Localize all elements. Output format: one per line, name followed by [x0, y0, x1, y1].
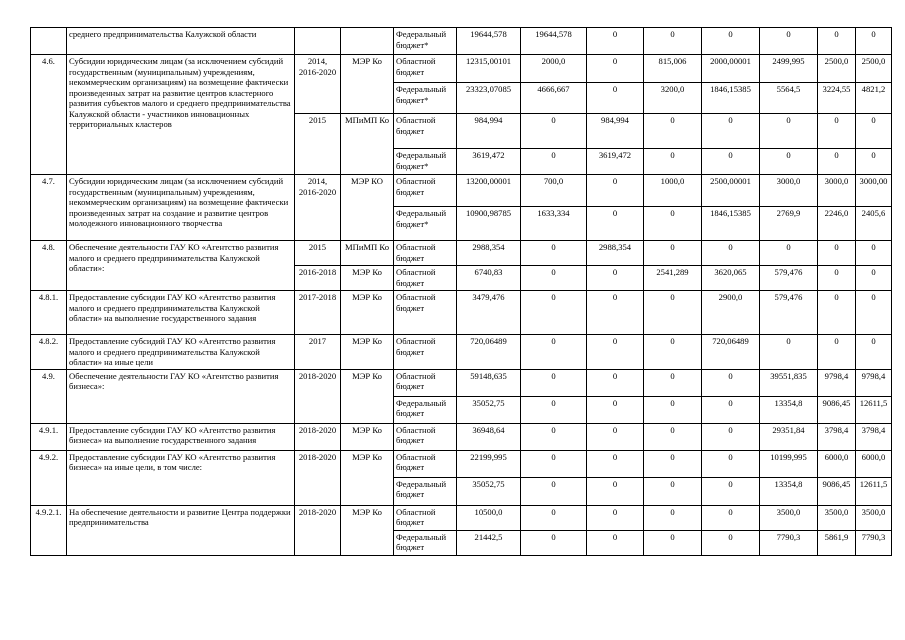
funding-source: Федеральный бюджет* [394, 28, 457, 55]
year-amount: 0 [587, 505, 644, 530]
executor: МПиМП Ко [341, 114, 394, 175]
year-amount: 0 [587, 477, 644, 505]
year-amount: 0 [702, 241, 760, 266]
year-amount: 700,0 [521, 175, 587, 207]
table-row [31, 55, 892, 83]
row-description: Предоставление субсидий ГАУ КО «Агентство развития малого и среднего предпринимательства Калужской области» на иные цели [67, 335, 295, 370]
executor: МЭР КО [341, 175, 394, 241]
year-amount: 0 [856, 28, 892, 55]
implementation-years: 2014, 2016-2020 [295, 55, 341, 114]
total-amount: 720,06489 [457, 335, 521, 370]
row-number: 4.8.2. [31, 335, 67, 370]
year-amount: 0 [587, 266, 644, 291]
executor: МЭР Ко [341, 266, 394, 291]
total-amount: 36948,64 [457, 423, 521, 450]
year-amount: 0 [521, 241, 587, 266]
year-amount: 0 [644, 149, 702, 175]
year-amount: 12611,5 [856, 477, 892, 505]
total-amount: 19644,578 [457, 28, 521, 55]
table-row [31, 291, 892, 335]
row-description: Субсидии юридическим лицам (за исключением субсидий государственным (муниципальным) учреждениям, некоммерческим организациям) на возмещение фактически произведенных затрат на развитие центров кластерного развития субъектов малого и среднего предпринимательства Калужской области - участников инновационных территориальных кластеров [67, 55, 295, 175]
year-amount: 12611,5 [856, 396, 892, 423]
row-number: 4.6. [31, 55, 67, 175]
executor: МЭР Ко [341, 291, 394, 335]
year-amount: 0 [521, 505, 587, 530]
year-amount: 0 [521, 369, 587, 396]
year-amount: 0 [644, 396, 702, 423]
year-amount: 0 [521, 291, 587, 335]
total-amount: 23323,07085 [457, 83, 521, 114]
year-amount: 0 [856, 241, 892, 266]
year-amount: 6000,0 [856, 450, 892, 477]
year-amount: 984,994 [587, 114, 644, 149]
year-amount: 3798,4 [818, 423, 856, 450]
executor [341, 28, 394, 55]
year-amount: 0 [760, 335, 818, 370]
year-amount: 815,006 [644, 55, 702, 83]
year-amount: 0 [587, 207, 644, 241]
executor: МЭР Ко [341, 505, 394, 555]
total-amount: 13200,00001 [457, 175, 521, 207]
implementation-years: 2018-2020 [295, 369, 341, 423]
implementation-years: 2017 [295, 335, 341, 370]
implementation-years [295, 28, 341, 55]
implementation-years: 2018-2020 [295, 505, 341, 555]
row-description: Предоставление субсидии ГАУ КО «Агентство развития бизнеса» на иные цели, в том числе: [67, 450, 295, 505]
table-row [31, 28, 892, 55]
year-amount: 0 [587, 369, 644, 396]
total-amount: 35052,75 [457, 396, 521, 423]
year-amount: 1633,334 [521, 207, 587, 241]
total-amount: 984,994 [457, 114, 521, 149]
funding-source: Областной бюджет [394, 423, 457, 450]
total-amount: 3479,476 [457, 291, 521, 335]
year-amount: 9798,4 [856, 369, 892, 396]
year-amount: 2499,995 [760, 55, 818, 83]
year-amount: 0 [644, 291, 702, 335]
funding-source: Федеральный бюджет* [394, 207, 457, 241]
year-amount: 0 [818, 335, 856, 370]
year-amount: 0 [587, 55, 644, 83]
year-amount: 0 [856, 266, 892, 291]
year-amount: 0 [587, 335, 644, 370]
row-description: Предоставление субсидии ГАУ КО «Агентство развития бизнеса» на выполнение государственного задания [67, 423, 295, 450]
row-number [31, 28, 67, 55]
row-description: Обеспечение деятельности ГАУ КО «Агентство развития малого и среднего предпринимательства Калужской области»: [67, 241, 295, 291]
implementation-years: 2018-2020 [295, 423, 341, 450]
year-amount: 720,06489 [702, 335, 760, 370]
row-description: Обеспечение деятельности ГАУ КО «Агентство развития бизнеса»: [67, 369, 295, 423]
year-amount: 13354,8 [760, 396, 818, 423]
implementation-years: 2016-2018 [295, 266, 341, 291]
year-amount: 0 [587, 83, 644, 114]
total-amount: 6740,83 [457, 266, 521, 291]
table-row [31, 335, 892, 370]
year-amount: 0 [818, 241, 856, 266]
year-amount: 0 [760, 28, 818, 55]
year-amount: 579,476 [760, 291, 818, 335]
year-amount: 0 [760, 114, 818, 149]
year-amount: 2769,9 [760, 207, 818, 241]
total-amount: 3619,472 [457, 149, 521, 175]
year-amount: 9086,45 [818, 477, 856, 505]
funding-source: Областной бюджет [394, 291, 457, 335]
year-amount: 3500,0 [760, 505, 818, 530]
total-amount: 59148,635 [457, 369, 521, 396]
year-amount: 0 [644, 477, 702, 505]
row-description: среднего предпринимательства Калужской области [67, 28, 295, 55]
executor: МЭР Ко [341, 369, 394, 423]
year-amount: 0 [818, 114, 856, 149]
row-number: 4.8.1. [31, 291, 67, 335]
table-row [31, 369, 892, 396]
year-amount: 0 [818, 266, 856, 291]
funding-source: Областной бюджет [394, 505, 457, 530]
row-number: 4.9. [31, 369, 67, 423]
year-amount: 5564,5 [760, 83, 818, 114]
funding-source: Областной бюджет [394, 450, 457, 477]
table-row [31, 175, 892, 207]
year-amount: 2500,0 [818, 55, 856, 83]
year-amount: 2541,289 [644, 266, 702, 291]
year-amount: 0 [856, 291, 892, 335]
implementation-years: 2014, 2016-2020 [295, 175, 341, 241]
implementation-years: 2018-2020 [295, 450, 341, 505]
year-amount: 0 [521, 335, 587, 370]
executor: МЭР Ко [341, 450, 394, 505]
total-amount: 10500,0 [457, 505, 521, 530]
year-amount: 4821,2 [856, 83, 892, 114]
year-amount: 0 [521, 423, 587, 450]
budget-table [30, 27, 892, 556]
implementation-years: 2017-2018 [295, 291, 341, 335]
year-amount: 0 [644, 423, 702, 450]
year-amount: 0 [702, 505, 760, 530]
year-amount: 0 [587, 450, 644, 477]
year-amount: 0 [702, 423, 760, 450]
year-amount: 3500,0 [818, 505, 856, 530]
row-number: 4.7. [31, 175, 67, 241]
year-amount: 0 [702, 28, 760, 55]
year-amount: 0 [856, 335, 892, 370]
executor: МЭР Ко [341, 335, 394, 370]
funding-source: Федеральный бюджет* [394, 149, 457, 175]
year-amount: 579,476 [760, 266, 818, 291]
implementation-years: 2015 [295, 241, 341, 266]
document-page [30, 27, 892, 556]
year-amount: 0 [702, 369, 760, 396]
funding-source: Областной бюджет [394, 369, 457, 396]
year-amount: 0 [760, 149, 818, 175]
year-amount: 9086,45 [818, 396, 856, 423]
table-row [31, 450, 892, 477]
implementation-years: 2015 [295, 114, 341, 175]
total-amount: 35052,75 [457, 477, 521, 505]
year-amount: 0 [644, 114, 702, 149]
funding-source: Федеральный бюджет* [394, 83, 457, 114]
year-amount: 0 [644, 28, 702, 55]
year-amount: 0 [644, 530, 702, 555]
year-amount: 3619,472 [587, 149, 644, 175]
total-amount: 22199,995 [457, 450, 521, 477]
table-row [31, 241, 892, 266]
year-amount: 0 [587, 423, 644, 450]
table-row [31, 505, 892, 530]
funding-source: Областной бюджет [394, 335, 457, 370]
total-amount: 12315,00101 [457, 55, 521, 83]
year-amount: 0 [702, 450, 760, 477]
year-amount: 0 [587, 175, 644, 207]
year-amount: 0 [521, 266, 587, 291]
year-amount: 0 [818, 291, 856, 335]
funding-source: Областной бюджет [394, 241, 457, 266]
total-amount: 10900,98785 [457, 207, 521, 241]
year-amount: 5861,9 [818, 530, 856, 555]
funding-source: Областной бюджет [394, 175, 457, 207]
year-amount: 39551,835 [760, 369, 818, 396]
year-amount: 6000,0 [818, 450, 856, 477]
year-amount: 0 [644, 505, 702, 530]
year-amount: 0 [702, 114, 760, 149]
year-amount: 3224,55 [818, 83, 856, 114]
year-amount: 1846,15385 [702, 83, 760, 114]
executor: МЭР Ко [341, 423, 394, 450]
row-number: 4.8. [31, 241, 67, 291]
year-amount: 0 [702, 477, 760, 505]
row-number: 4.9.2. [31, 450, 67, 505]
year-amount: 0 [644, 369, 702, 396]
year-amount: 2246,0 [818, 207, 856, 241]
funding-source: Областной бюджет [394, 55, 457, 83]
year-amount: 0 [521, 477, 587, 505]
funding-source: Областной бюджет [394, 266, 457, 291]
year-amount: 0 [644, 207, 702, 241]
year-amount: 0 [521, 450, 587, 477]
year-amount: 7790,3 [760, 530, 818, 555]
year-amount: 3200,0 [644, 83, 702, 114]
year-amount: 3000,00 [856, 175, 892, 207]
funding-source: Федеральный бюджет [394, 530, 457, 555]
year-amount: 0 [587, 396, 644, 423]
year-amount: 0 [521, 396, 587, 423]
executor: МЭР Ко [341, 55, 394, 114]
year-amount: 0 [587, 28, 644, 55]
total-amount: 2988,354 [457, 241, 521, 266]
year-amount: 1000,0 [644, 175, 702, 207]
year-amount: 0 [587, 530, 644, 555]
year-amount: 0 [644, 241, 702, 266]
row-number: 4.9.2.1. [31, 505, 67, 555]
row-description: Предоставление субсидии ГАУ КО «Агентство развития малого и среднего предпринимательства Калужской области» на выполнение государственного задания [67, 291, 295, 335]
executor: МПиМП Ко [341, 241, 394, 266]
year-amount: 2500,0 [856, 55, 892, 83]
year-amount: 0 [587, 291, 644, 335]
year-amount: 0 [856, 149, 892, 175]
year-amount: 19644,578 [521, 28, 587, 55]
year-amount: 2000,0 [521, 55, 587, 83]
year-amount: 29351,84 [760, 423, 818, 450]
funding-source: Федеральный бюджет [394, 396, 457, 423]
year-amount: 0 [644, 450, 702, 477]
year-amount: 3620,065 [702, 266, 760, 291]
funding-source: Областной бюджет [394, 114, 457, 149]
year-amount: 3000,0 [818, 175, 856, 207]
year-amount: 0 [818, 28, 856, 55]
year-amount: 2500,00001 [702, 175, 760, 207]
row-description: На обеспечение деятельности и развитие Центра поддержки предпринимательства [67, 505, 295, 555]
year-amount: 0 [702, 396, 760, 423]
year-amount: 0 [521, 149, 587, 175]
year-amount: 7790,3 [856, 530, 892, 555]
year-amount: 2000,00001 [702, 55, 760, 83]
year-amount: 3000,0 [760, 175, 818, 207]
year-amount: 9798,4 [818, 369, 856, 396]
year-amount: 4666,667 [521, 83, 587, 114]
year-amount: 13354,8 [760, 477, 818, 505]
year-amount: 0 [760, 241, 818, 266]
year-amount: 2988,354 [587, 241, 644, 266]
year-amount: 0 [644, 335, 702, 370]
funding-source: Федеральный бюджет [394, 477, 457, 505]
year-amount: 0 [521, 114, 587, 149]
year-amount: 0 [521, 530, 587, 555]
row-number: 4.9.1. [31, 423, 67, 450]
year-amount: 2900,0 [702, 291, 760, 335]
year-amount: 10199,995 [760, 450, 818, 477]
table-row [31, 423, 892, 450]
year-amount: 1846,15385 [702, 207, 760, 241]
row-description: Субсидии юридическим лицам (за исключением субсидий государственным (муниципальным) учреждениям, некоммерческим организациям) на возмещение фактически произведенных затрат на создание и развитие центров молодежного инновационного творчества [67, 175, 295, 241]
total-amount: 21442,5 [457, 530, 521, 555]
year-amount: 3500,0 [856, 505, 892, 530]
year-amount: 2405,6 [856, 207, 892, 241]
year-amount: 0 [856, 114, 892, 149]
year-amount: 0 [702, 530, 760, 555]
year-amount: 0 [702, 149, 760, 175]
year-amount: 3798,4 [856, 423, 892, 450]
year-amount: 0 [818, 149, 856, 175]
